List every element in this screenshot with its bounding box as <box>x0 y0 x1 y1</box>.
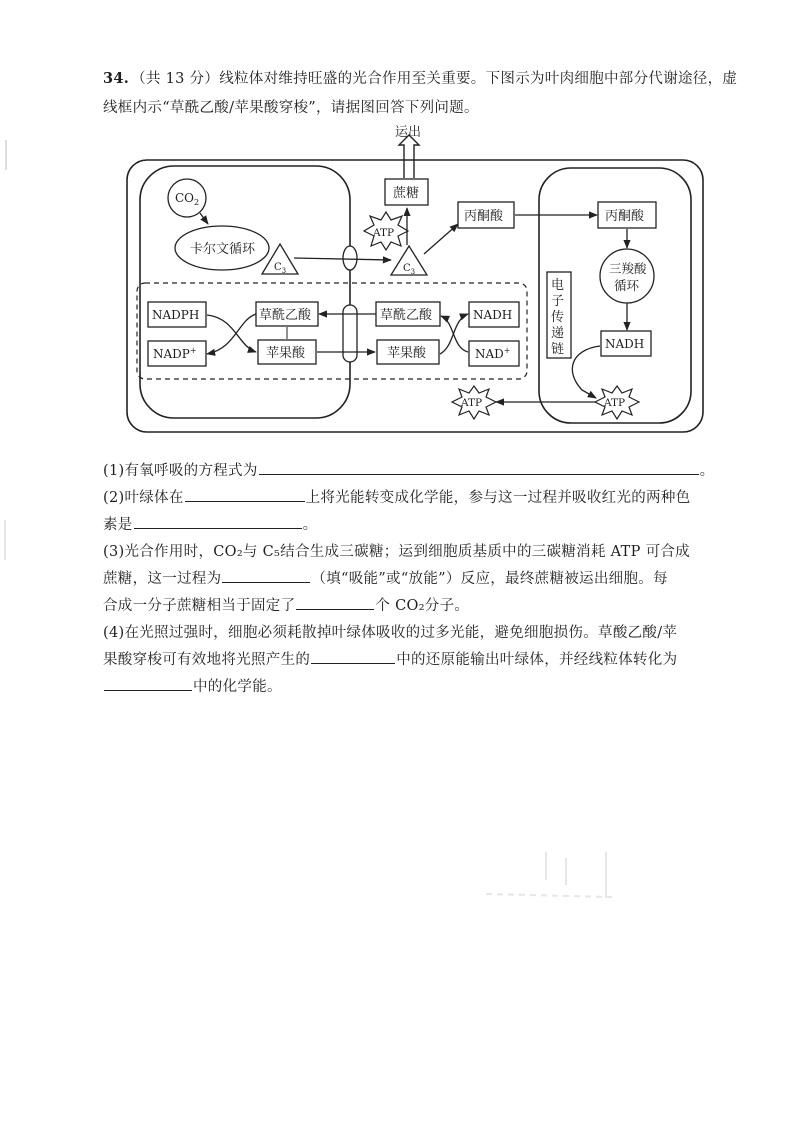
question-number: 34. <box>103 70 130 87</box>
nadh-label-mito: NADH <box>605 337 645 351</box>
subquestion-3: (3)光合作用时，CO₂与 C₅结合生成三碳糖；运到细胞质基质中的三碳糖消耗 ATP 可合成 <box>103 544 690 560</box>
question-intro-text: （共 13 分）线粒体对维持旺盛的光合作用至关重要。下图示为叶肉细胞中部分代谢途径，虚线框内示“草酰乙酸/苹果酸穿梭”，请据图回答下列问题。 <box>103 71 738 116</box>
atp-label-chloroplast: ATP <box>373 227 395 239</box>
subquestion-4-cont: 果酸穿梭可有效地将光照产生的 中的还原能输出叶绿体，并经线粒体转化为 <box>103 647 748 674</box>
subquestion-2-cont: 素是 。 <box>103 512 748 539</box>
etc-char-4: 递 <box>551 326 565 341</box>
c3-label-chloroplast: $C_3$ <box>274 262 287 275</box>
malate-label-cytosol: 苹果酸 <box>387 346 427 361</box>
etc-char-2: 子 <box>551 294 565 309</box>
pyruvate-label-mito: 丙酮酸 <box>605 209 645 224</box>
etc-char-1: 电 <box>551 278 565 293</box>
subquestion-3-cont2: 合成一分子蔗糖相当于固定了 个 CO₂分子。 <box>103 593 748 620</box>
c3-label-cytosol: $C_3$ <box>403 263 416 276</box>
atp-label-mito: ATP <box>604 397 626 409</box>
export-label: 运出 <box>395 125 422 140</box>
subquestion-4-cont2: 中的化学能。 <box>103 674 748 701</box>
nadp-label: NADP+ <box>153 346 197 361</box>
subquestion-4: (4)在光照过强时，细胞必须耗散掉叶绿体吸收的过多光能，避免细胞损伤。草酸乙酸/苹 <box>103 625 678 641</box>
subquestion-1: (1)有氧呼吸的方程式为 。 <box>103 458 748 485</box>
pyruvate-label-cytosol: 丙酮酸 <box>464 209 504 224</box>
nad-label-cytosol: NAD+ <box>475 346 511 361</box>
oxaloacetate-label-cytosol: 草酰乙酸 <box>380 308 433 323</box>
sucrose-label: 蔗糖 <box>393 186 420 201</box>
nadh-label-cytosol: NADH <box>473 308 513 322</box>
etc-char-5: 链 <box>551 342 565 357</box>
tca-label-line1: 三羧酸 <box>609 261 647 276</box>
subquestion-3-cont: 蔗糖，这一过程为 （填“吸能”或“放能”）反应，最终蔗糖被运出细胞。每 <box>103 566 748 593</box>
tca-label-line2: 循环 <box>614 278 640 293</box>
etc-char-3: 传 <box>551 310 565 325</box>
calvin-cycle-label: 卡尔文循环 <box>190 242 256 257</box>
subquestion-2: (2)叶绿体在 上将光能转变成化学能，参与这一过程并吸收红光的两种色 <box>103 485 748 512</box>
malate-label-chloroplast: 苹果酸 <box>266 346 306 361</box>
nadph-label: NADPH <box>152 308 200 322</box>
atp-label-cytosol: ATP <box>461 397 483 409</box>
co2-label: $CO_2$ <box>175 191 200 207</box>
oxaloacetate-label-chloroplast: 草酰乙酸 <box>259 308 312 323</box>
